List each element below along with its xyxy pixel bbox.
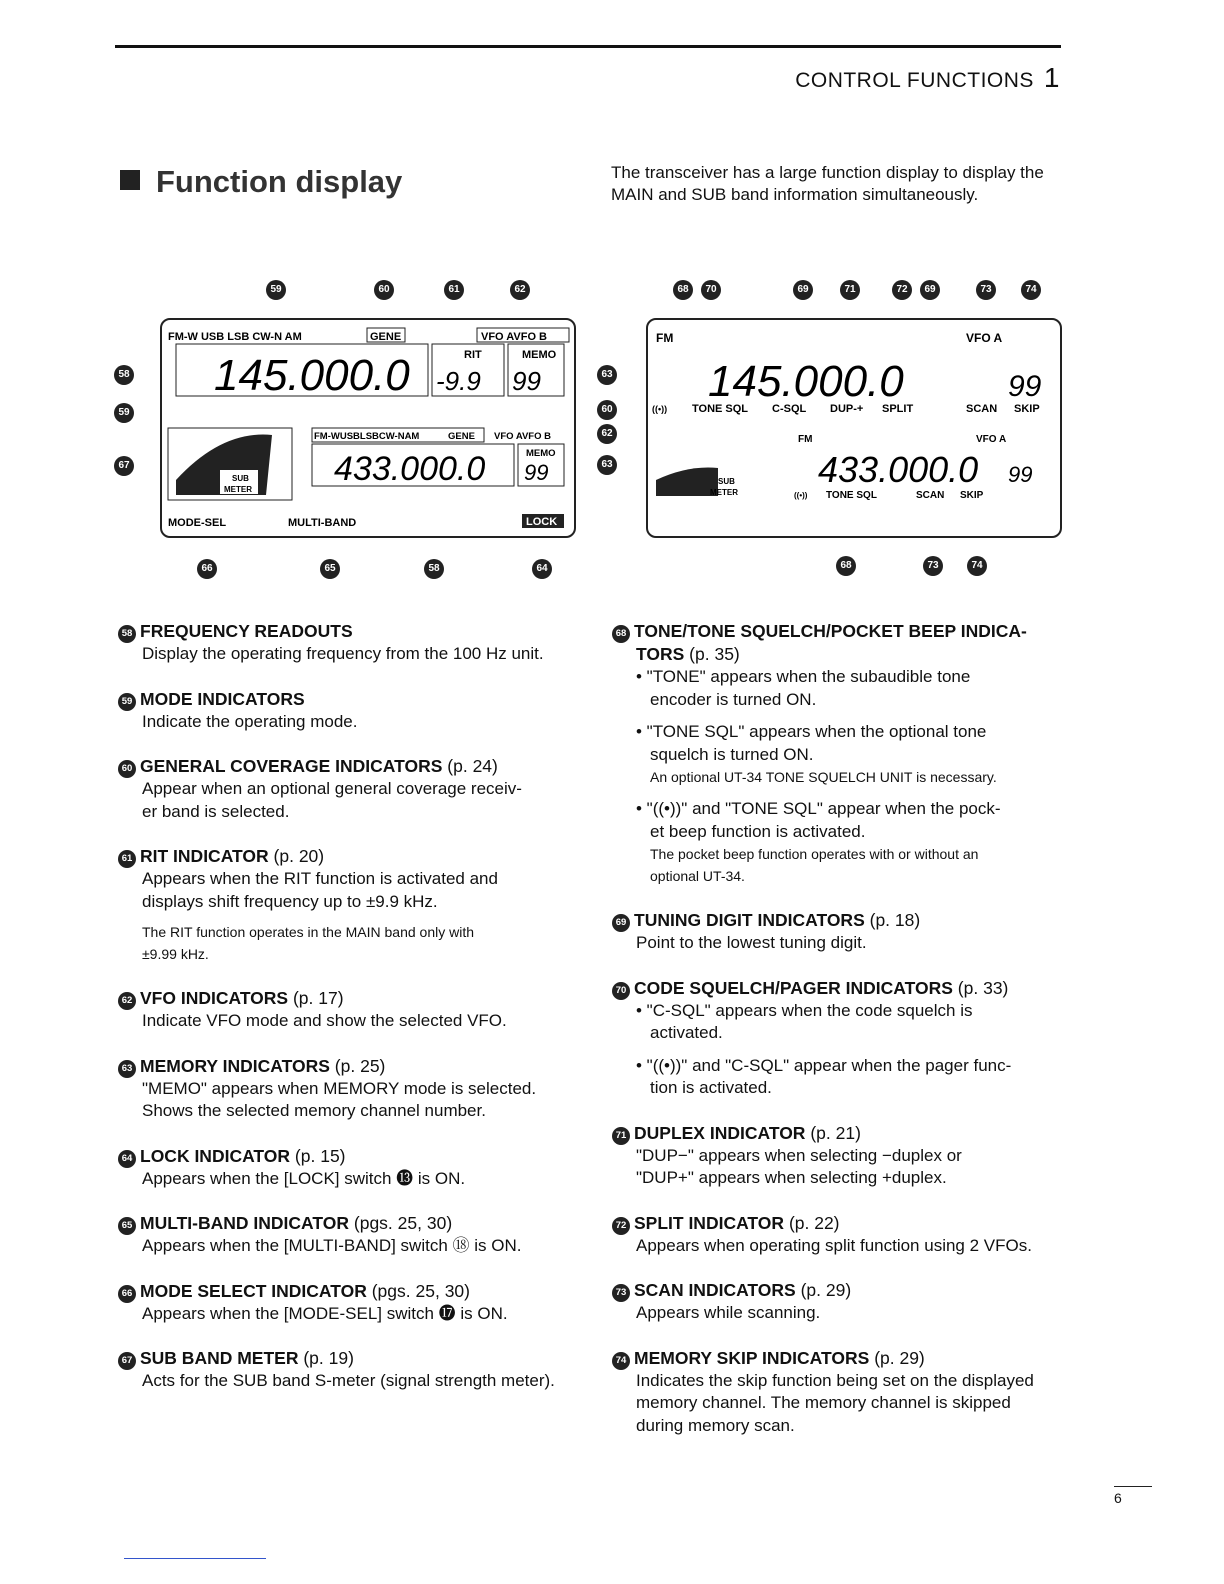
rit-label: RIT [464,349,482,361]
item-68: 68 TONE/TONE SQUELCH/POCKET BEEP INDICA- TORS (p. 35) • "TONE" appears when the subaudible tone encoder is turned ON. • "TONE SQL" appears when the optional tone squelch is turned ON. An optional UT-34 TONE SQUELCH UNIT is necessary. • "((•))" and "TONE SQL" appear when the pock- et beep function is activated. The pocket beep function operates with or without an optional UT-34. [612,620,1072,887]
sub-memory: 99 [524,460,549,485]
mode-sel-indicator: MODE-SEL [168,517,227,529]
callout-59: 59 [266,280,286,300]
callout-69-b: 69 [920,280,940,300]
sub-vfo-indicator: VFO AVFO B [494,431,551,442]
item-67: 67 SUB BAND METER (p. 19) Acts for the SUB band S-meter (signal strength meter). [118,1347,578,1393]
callout-67: 67 [114,456,134,476]
callout-58: 58 [114,365,134,385]
callout-74: 74 [1021,280,1041,300]
square-bullet-icon [120,170,140,190]
lock-indicator: LOCK [526,516,558,528]
callout-70: 70 [701,280,721,300]
sub-memory: 99 [1008,462,1033,487]
callout-59-left: 59 [114,403,134,423]
callout-69: 69 [793,280,813,300]
memo-label: MEMO [522,349,557,361]
left-column [118,620,578,1415]
item-66: 66 MODE SELECT INDICATOR (pgs. 25, 30) Appears when the [MODE-SEL] switch ⓱ is ON. [118,1280,578,1326]
sub-skip-indicator: SKIP [960,490,984,501]
item-72: 72 SPLIT INDICATOR (p. 22) Appears when operating split function using 2 VFOs. [612,1212,1072,1258]
section-title: CONTROL FUNCTIONS [795,69,1034,92]
sub-meter-sub: SUB [718,477,735,486]
function-display-main [160,318,576,538]
item-71: 71 DUPLEX INDICATOR (p. 21) "DUP−" appears when selecting −duplex or "DUP+" appears when selecting +duplex. [612,1122,1072,1190]
sub-vfo-a-indicator: VFO A [976,434,1007,445]
page-number-rule [1114,1486,1152,1487]
callout-74-bottom: 74 [967,556,987,576]
callout-62: 62 [510,280,530,300]
callout-73: 73 [976,280,996,300]
callout-72: 72 [892,280,912,300]
chapter-number: 1 [1043,62,1060,93]
callout-60-right: 60 [597,400,617,420]
pager-indicator: ((•)) [652,404,668,414]
right-column [612,620,1072,1459]
callout-71: 71 [840,280,860,300]
tone-sql-indicator: TONE SQL [692,403,749,415]
main-frequency: 145.000.0 [708,357,904,406]
intro-text: The transceiver has a large function display to display the MAIN and SUB band information simultaneously. [611,163,1044,204]
sub-tone-sql-indicator: TONE SQL [826,490,877,501]
gene-indicator: GENE [370,331,402,343]
page-header [795,62,1060,94]
c-sql-indicator: C-SQL [772,403,807,415]
callout-64: 64 [532,559,552,579]
sub-gene-indicator: GENE [448,431,475,442]
item-65: 65 MULTI-BAND INDICATOR (pgs. 25, 30) Appears when the [MULTI-BAND] switch ⑱ is ON. [118,1212,578,1258]
rit-value: -9.9 [436,366,481,396]
page-title [120,164,402,200]
dup-indicator: DUP-+ [830,403,864,415]
fm-indicator: FM [656,331,674,345]
sub-frequency: 433.000.0 [334,450,486,488]
item-73: 73 SCAN INDICATORS (p. 29) Appears while scanning. [612,1279,1072,1325]
sub-pager-indicator: ((•)) [794,491,808,500]
sub-meter-sub: SUB [232,474,249,483]
sub-meter-graphic [656,468,718,497]
multi-band-indicator: MULTI-BAND [288,517,357,529]
title-text: Function display [156,164,403,199]
callout-58-bottom: 58 [424,559,444,579]
display-2-drawing [648,320,1060,536]
sub-frequency: 433.000.0 [818,449,979,490]
sub-memo-label: MEMO [526,448,556,459]
top-rule [115,45,1061,48]
callout-65: 65 [320,559,340,579]
sub-fm-indicator: FM [798,434,813,445]
item-61: 61 RIT INDICATOR (p. 20) Appears when the RIT function is activated and displays shift frequency up to ±9.9 kHz. The RIT function operates in the MAIN band only with ±9.99 kHz. [118,845,578,965]
callout-68: 68 [673,280,693,300]
callout-68-bottom: 68 [836,556,856,576]
mode-indicators: FM-W USB LSB CW-N AM [168,331,302,343]
callout-63: 63 [597,365,617,385]
callout-62-right: 62 [597,424,617,444]
item-60: 60 GENERAL COVERAGE INDICATORS (p. 24) Appear when an optional general coverage receiv- er band is selected. [118,755,578,823]
callout-60: 60 [374,280,394,300]
item-63: 63 MEMORY INDICATORS (p. 25) "MEMO" appears when MEMORY mode is selected. Shows the selected memory channel number. [118,1055,578,1123]
callout-73-bottom: 73 [923,556,943,576]
item-74: 74 MEMORY SKIP INDICATORS (p. 29) Indicates the skip function being set on the displayed memory channel. The memory channel is skipped during memory scan. [612,1347,1072,1438]
page-number: 6 [1114,1490,1122,1506]
sub-meter-meter: METER [710,488,738,497]
sub-meter-meter: METER [224,485,252,494]
main-memory: 99 [1008,370,1042,403]
vfo-a-indicator: VFO A [966,331,1003,345]
item-62: 62 VFO INDICATORS (p. 17) Indicate VFO mode and show the selected VFO. [118,987,578,1033]
display-1-drawing [162,320,574,536]
item-69: 69 TUNING DIGIT INDICATORS (p. 18) Point to the lowest tuning digit. [612,909,1072,955]
item-64: 64 LOCK INDICATOR (p. 15) Appears when the [LOCK] switch ⓭ is ON. [118,1145,578,1191]
footer-link-line [124,1558,266,1559]
vfo-indicator: VFO AVFO B [481,331,547,343]
item-58: 58 FREQUENCY READOUTS Display the operating frequency from the 100 Hz unit. [118,620,578,666]
callout-63-right: 63 [597,455,617,475]
skip-indicator: SKIP [1014,403,1040,415]
item-70: 70 CODE SQUELCH/PAGER INDICATORS (p. 33) • "C-SQL" appears when the code squelch is activated. • "((•))" and "C-SQL" appear when the pager func- tion is activated. [612,977,1072,1100]
item-59: 59 MODE INDICATORS Indicate the operating mode. [118,688,578,734]
sub-scan-indicator: SCAN [916,490,945,501]
sub-mode-indicators: FM-WUSBLSBCW-NAM [314,431,420,442]
split-indicator: SPLIT [882,403,914,415]
callout-66: 66 [197,559,217,579]
function-display-duplex [646,318,1062,538]
callout-61: 61 [444,280,464,300]
main-frequency: 145.000.0 [214,351,410,400]
main-memory: 99 [512,366,541,396]
scan-indicator: SCAN [966,403,998,415]
